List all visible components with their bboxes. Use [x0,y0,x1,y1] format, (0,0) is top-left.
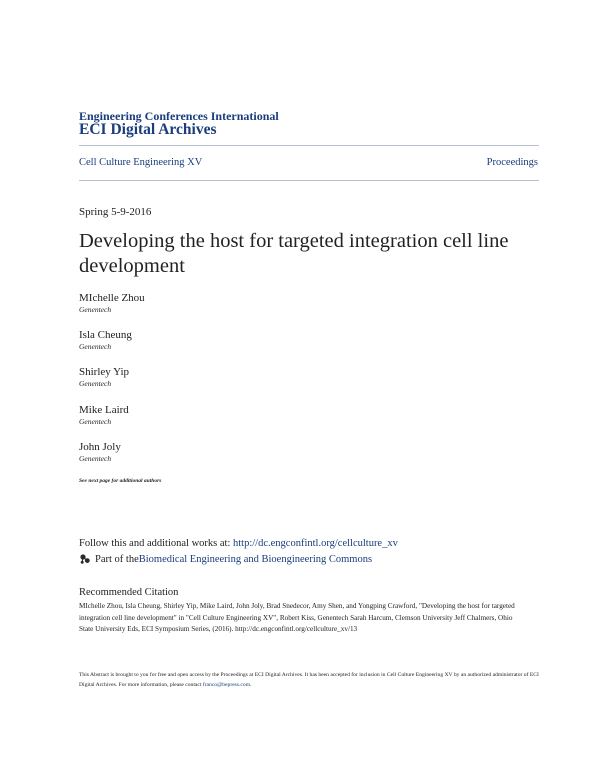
organization-name[interactable]: Engineering Conferences International [79,109,279,123]
author-name: Mike Laird [79,404,129,416]
part-of-line [79,553,372,565]
network-commons-icon [79,553,91,565]
archive-name[interactable]: ECI Digital Archives [79,121,217,138]
author-block [79,403,129,427]
follow-line [79,538,398,549]
author-block [79,440,121,464]
recommended-citation-heading: Recommended Citation [79,587,179,598]
footer-text: This Abstract is brought to you for free and open access by the Proceedings at ECI Digital Archives. It has been accepted for inclusion in Cell Culture Engineering XV by an authorized administrator of ECI Digital Archives. For more information, please contact [79,672,539,688]
see-next-note: See next page for additional authors [79,478,162,484]
author-block [79,328,132,352]
author-affiliation: Genentech [79,305,112,314]
author-affiliation: Genentech [79,454,112,463]
header-divider-top [79,145,539,146]
follow-link[interactable]: http://dc.engconfintl.org/cellculture_xv [233,538,398,549]
publication-date: Spring 5-9-2016 [79,206,152,218]
collection-link[interactable]: Cell Culture Engineering XV [79,157,203,168]
follow-prefix: Follow this and additional works at: [79,538,233,549]
footer-notice [79,671,539,690]
author-name: Isla Cheung [79,329,132,341]
author-block [79,291,145,315]
commons-link[interactable]: Biomedical Engineering and Bioengineering Commons [138,553,373,565]
proceedings-link[interactable]: Proceedings [486,157,538,168]
part-of-prefix: Part of the [95,553,139,565]
author-affiliation: Genentech [79,342,112,351]
header-divider-bottom [79,180,539,181]
contact-email-link[interactable]: franco@bepress.com [202,681,251,688]
author-affiliation: Genentech [79,417,112,426]
author-name: John Joly [79,441,121,453]
paper-title: Developing the host for targeted integration cell line development [79,230,509,277]
author-name: Shirley Yip [79,366,130,378]
author-affiliation: Genentech [79,379,112,388]
recommended-citation-text: MIchelle Zhou, Isla Cheung, Shirley Yip, Mike Laird, John Joly, Brad Snedecor, Amy Shen, and Yongping Crawford, "Developing the host for targeted integration cell line development" in "Cell Culture Engineering XV", Robert Kiss, Genentech Sarah Harcum, Clemson University Jeff Chalmers, Ohio State University Eds, ECI Symposium Series, (2016). http://dc.engconfintl.org/cellculture_xv/13 [79,602,515,633]
author-block [79,365,129,389]
author-name: MIchelle Zhou [79,292,145,304]
footer-end: . [250,681,252,688]
